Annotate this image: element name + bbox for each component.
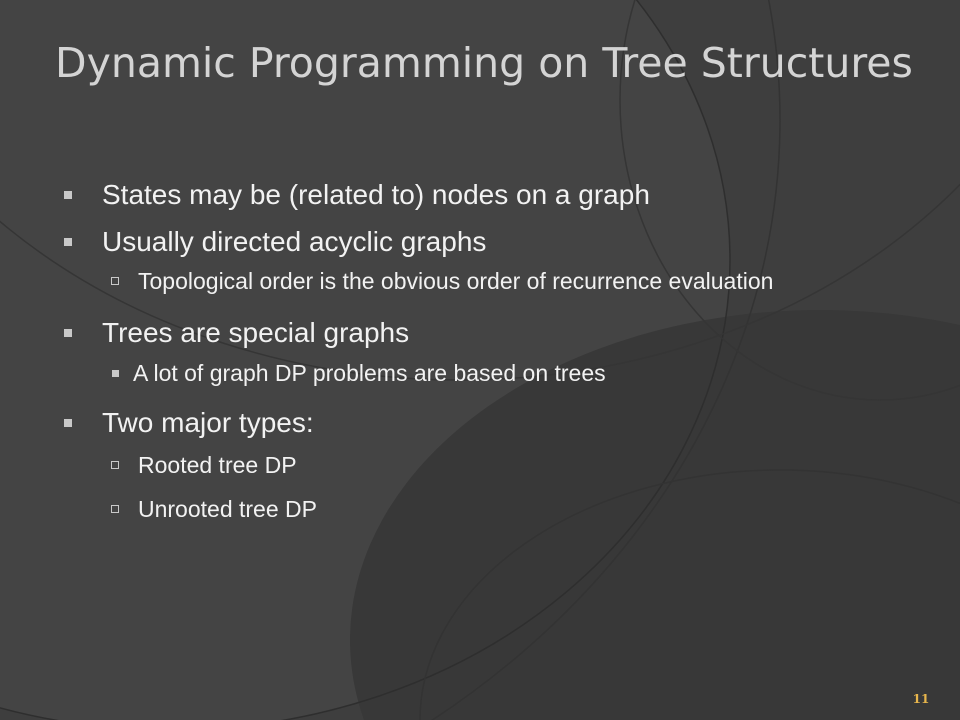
hollow-square-bullet-icon [111, 461, 119, 469]
square-bullet-icon [64, 329, 72, 337]
bullet-item [60, 316, 860, 349]
bullet-text: Trees are special graphs [102, 317, 410, 348]
bullet-item [60, 178, 860, 211]
bullet-text: States may be (related to) nodes on a graph [102, 179, 650, 210]
sub-bullet-text: Rooted tree DP [138, 452, 297, 478]
bullet-text: Usually directed acyclic graphs [102, 226, 487, 257]
slide-number: 11 [912, 692, 930, 706]
sub-bullet-text: Topological order is the obvious order of recurrence evaluation [138, 268, 774, 294]
slide-title: Dynamic Programming on Tree Structures [55, 39, 913, 87]
sub-bullet-text: Unrooted tree DP [138, 496, 317, 522]
hollow-square-bullet-icon [111, 277, 119, 285]
bullet-text: Two major types: [102, 407, 314, 438]
square-bullet-icon [64, 238, 72, 246]
bullet-item [60, 225, 860, 258]
square-bullet-icon [64, 191, 72, 199]
bullet-list [60, 178, 860, 523]
bullet-item [60, 406, 860, 439]
square-bullet-icon [64, 419, 72, 427]
hollow-square-bullet-icon [111, 505, 119, 513]
sub-bullet-item [60, 268, 860, 295]
sub-bullet-item [60, 452, 860, 479]
square-bullet-icon [112, 370, 119, 377]
sub-bullet-text: A lot of graph DP problems are based on trees [133, 360, 606, 386]
sub-bullet-item [60, 360, 860, 387]
sub-bullet-item [60, 496, 860, 523]
